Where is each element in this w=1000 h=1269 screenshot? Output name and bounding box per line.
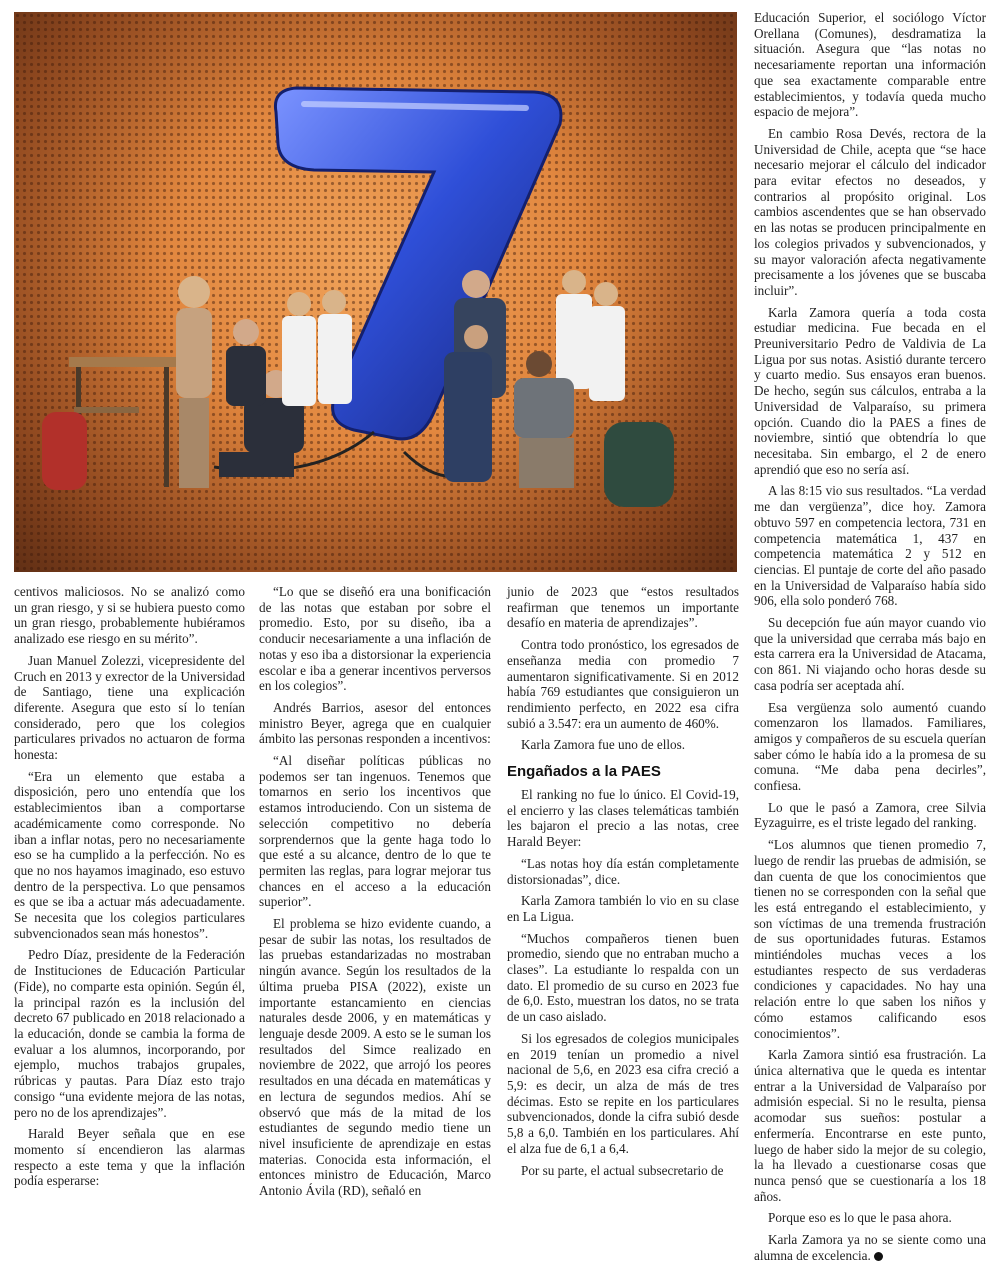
red-backpack bbox=[42, 412, 87, 490]
article-paragraph bbox=[754, 700, 986, 794]
article-paragraph bbox=[754, 483, 986, 609]
article-paragraph bbox=[259, 584, 491, 694]
article-paragraph bbox=[754, 305, 986, 478]
article-paragraph bbox=[507, 737, 739, 753]
inflatable-seven-scene bbox=[14, 12, 737, 572]
article-paragraph bbox=[14, 584, 245, 647]
article-paragraph bbox=[507, 787, 739, 850]
article-paragraph bbox=[507, 1031, 739, 1157]
article-paragraph bbox=[14, 1126, 245, 1189]
paragraph-text: Karla Zamora fue uno de ellos. bbox=[521, 737, 686, 753]
paragraph-text: Juan Manuel Zolezzi, vicepresidente del Cruch en 2013 y exrector de la Universidad de Santiago, tiene una explicación diferente. Asegura que esto sí lo tenían considerado, pero que los colegios particulares privados no actuaron de forma honesta: bbox=[14, 652, 245, 763]
paragraph-text: Pedro Díaz, presidente de la Federación de Instituciones de Educación Particular (Fide), no comparte esta opinión. Según él, la principal razón es la inclusión del decreto 67 publicado en 2018 relacionado a la educación, donde se cambia la forma de evaluar a los alumnos, incorporando, por ejemplo, muchos trabajos grupales, rúbricas y pautas. Para Díaz esto trajo consigo “una evidente mejora de las notas, pero no de los aprendizajes”. bbox=[14, 947, 245, 1120]
paragraph-text: “Lo que se diseñó era una bonificación de las notas que estaban por sobre el promedio. Esto, por su diseño, iba a conducir necesariamente a una inflación de notas y eso iba a distorsionar la experiencia escolar e iba a generar incentivos perversos en los colegios”. bbox=[259, 584, 491, 694]
article-paragraph bbox=[754, 837, 986, 1041]
article-paragraph bbox=[507, 584, 739, 631]
paragraph-text: “Era un elemento que estaba a disposición, pero uno entendía que los establecimientos iban a comportarse académicamente como corresponde. No iban a inflar notas, pero no necesariamente eso se ha cumplido a la perfección. No es que no nos hayamos imaginado, eso estuvo dentro de la perspectiva. Lo que pensamos es que se iba a actuar más adecuadamente. Se necesita que los colegios particulares subvencionados sean más honestos”. bbox=[14, 768, 245, 941]
article-paragraph bbox=[259, 700, 491, 747]
article-paragraph bbox=[14, 769, 245, 942]
article-column-3 bbox=[507, 584, 739, 1184]
students-left-figures bbox=[282, 290, 352, 406]
article-paragraph bbox=[754, 800, 986, 831]
paragraph-text: “Las notas hoy día están completamente distorsionadas”, dice. bbox=[507, 855, 739, 887]
paragraph-text: Harald Beyer señala que en ese momento sí encendieron las alarmas respecto a este tema y que la inflación podía esperarse: bbox=[14, 1126, 245, 1189]
article-paragraph bbox=[14, 653, 245, 763]
article-paragraph bbox=[754, 10, 986, 120]
paragraph-text: Karla Zamora sintió esa frustración. La única alternativa que le queda es intentar entrar a la Universidad de Valparaíso por admisión especial. Si no le resulta, piensa acomodar sus sueños: postular a enfermería. Encontrarse en este punto, luego de haber sido la mejor de su colegio, la ha llevado a cuestionarse cosas que nunca pensó que se cuestionaría a los 18 años. bbox=[754, 1047, 986, 1204]
article-paragraph bbox=[754, 1047, 986, 1204]
paragraph-text: Karla Zamora también lo vio en su clase en La Ligua. bbox=[507, 893, 739, 924]
article-paragraph bbox=[259, 916, 491, 1199]
paragraph-text: Educación Superior, el sociólogo Víctor Orellana (Comunes), desdramatiza la situación. Asegura que “las notas no necesariamente reportan una información que sea exactamente comparable entre establecimientos, y todavía queda mucho espacio de mejora”. bbox=[754, 10, 986, 120]
paragraph-text: Karla Zamora ya no se siente como una alumna de excelencia. bbox=[754, 1232, 986, 1263]
article-paragraph bbox=[754, 1210, 986, 1226]
article-paragraph bbox=[14, 947, 245, 1120]
paragraph-text: “Los alumnos que tienen promedio 7, luego de rendir las pruebas de admisión, se dan cuenta de que los conocimientos que tienen no se corresponden con la señal que les está entregando el establecimiento, y son víctimas de una tremenda frustración de sus oportunidades futuras. Estamos mintiéndoles muchas veces a los estudiantes respecto de sus verdaderas condiciones y capacidades. No hay una relación entre lo que saben los niños y cómo estamos calificando esos conocimientos”. bbox=[754, 837, 986, 1041]
paragraph-text: Por su parte, el actual subsecretario de bbox=[521, 1162, 724, 1178]
article-paragraph bbox=[754, 615, 986, 694]
paragraph-text: Karla Zamora quería a toda costa estudiar medicina. Fue becada en el Preuniversitario Pedro de Valdivia de La Ligua por sus notas. Asistió durante tercero y cuarto medio. Sus ensayos eran buenos. De hecho, según sus cálculos, entraba a la Universidad de Valparaíso, su primera opción. Cuando dio la PAES a fines de noviembre, sintió que obtendría lo que necesitaba. Sin embargo, el 2 de enero aprendió que eso no sería así. bbox=[754, 304, 986, 477]
paragraph-text: El ranking no fue lo único. El Covid-19, el encierro y las clases telemáticas también les bajaron el precio a las notas, cree Harald Beyer: bbox=[507, 787, 739, 850]
paragraph-text: Porque eso es lo que le pasa ahora. bbox=[768, 1210, 952, 1226]
paragraph-text: Andrés Barrios, asesor del entonces ministro Beyer, agrega que en cualquier ámbito las personas responden a incentivos: bbox=[259, 699, 491, 747]
paragraph-text: Esa vergüenza solo aumentó cuando comenzaron los llamados. Familiares, amigos y compañeros de su escuela querían saber cómo le había ido a la promesa de su comuna. “Me daba pena decirles”, confiesa. bbox=[754, 699, 986, 794]
paragraph-text: El problema se hizo evidente cuando, a pesar de subir las notas, los resultados de las pruebas estandarizadas no mostraban ningún avance. Según los resultados de la última prueba PISA (2022), existe un importante estancamiento en ciencias naturales desde 2006, y en matemáticas y lenguaje desde 2009. A esto se le suman los resultados del Simce realizado en noviembre de 2022, que arrojó los peores resultados en una década en matemáticas y en lectura de segundos medios. Ahí se observó que más de la mitad de los estudiantes de segundo medio tiene un nivel insuficiente de aprendizaje en estas materias. Conocida esta información, el entonces ministro de Educación, Marco Antonio Ávila (RD), señaló en bbox=[259, 916, 491, 1199]
paragraph-text: “Muchos compañeros tienen buen promedio, siendo que no entraban mucho a clases”. La estudiante lo respalda con un dato. El promedio de su curso en 2023 fue de 6,0. Esto, muestran los datos, no se trata de un caso aislado. bbox=[507, 930, 739, 1025]
article-paragraph bbox=[259, 753, 491, 910]
paragraph-text: Si los egresados de colegios municipales en 2019 tenían un promedio a nivel nacional de 5,6, en 2023 esa cifra creció a 5,9: es decir, un alza de más de tres décimas. Esto se repite en los particulares subvencionados, donde la cifra subió desde 5,8 a 6,0. También en los particulares. Ahí el alza fue de 6,1 a 6,4. bbox=[507, 1030, 739, 1156]
article-paragraph bbox=[754, 1232, 986, 1263]
green-backpack bbox=[604, 422, 674, 507]
article-paragraph bbox=[754, 126, 986, 299]
paragraph-text: “Al diseñar políticas públicas no podemos ser tan ingenuos. Tenemos que tomarnos en serio los incentivos que estamos introduciendo. Con un sistema de selección competitivo no debería sorprendernos que la gente haga todo lo que esté a su alcance, dentro de lo que te permiten las reglas, para lograr mejorar tus chances en el acceso a la educación superior”. bbox=[259, 753, 491, 910]
paragraph-text: junio de 2023 que “estos resultados reafirman que tenemos un importante desafío en materia de aprendizajes”. bbox=[507, 584, 739, 631]
paragraph-text: A las 8:15 vio sus resultados. “La verdad me dan vergüenza”, dice hoy. Zamora obtuvo 597 en competencia lectora, 731 en competencia matemática 1, 437 en competencia matemática 2 y 512 en ciencias. El puntaje de corte del año pasado en la Universidad de Valparaíso había sido 906, ella solo ponderó 768. bbox=[754, 483, 986, 609]
article-column-4 bbox=[754, 10, 986, 1269]
man-suit-figure bbox=[226, 319, 266, 406]
article-paragraph bbox=[507, 931, 739, 1025]
paragraph-text: Su decepción fue aún mayor cuando vio que la universidad que cerraba más bajo en esta carrera era la Universidad de Atacama, con 861. Ni viajando ocho horas desde su casa podría ser aceptada ahí. bbox=[754, 615, 986, 693]
article-column-2 bbox=[259, 584, 491, 1205]
end-of-article-mark bbox=[874, 1252, 883, 1261]
article-paragraph bbox=[507, 637, 739, 731]
paragraph-text: Contra todo pronóstico, los egresados de enseñanza media con promedio 7 aumentaron significativamente. Si en 2012 había 769 estudiantes que consiguieron un rendimiento perfecto, en 2022 esa cifra subió a 3.547: era un aumento de 460%. bbox=[507, 637, 739, 731]
article-paragraph bbox=[507, 893, 739, 924]
article-column-1 bbox=[14, 584, 245, 1195]
article-paragraph bbox=[507, 1163, 739, 1179]
paragraph-text: Lo que le pasó a Zamora, cree Silvia Eyzaguirre, es el triste legado del ranking. bbox=[754, 799, 986, 831]
article-paragraph bbox=[507, 856, 739, 887]
paragraph-text: En cambio Rosa Devés, rectora de la Universidad de Chile, acepta que “se hace necesario mejorar el cálculo del indicador para evitar efectos no deseados, y contrarios al propósito original. Los cambios ascendentes que se han observado en las notas se producen principalmente en los colegios privados y subvencionados, y su mayor valoración afecta negativamente precisamente a los jóvenes que se buscaba incluir”. bbox=[754, 125, 986, 298]
paragraph-text: centivos maliciosos. No se analizó como un gran riesgo, y si se hubiera puesto como un gran riesgo, probablemente hubiéramos analizado ese riesgo en su mérito”. bbox=[14, 584, 245, 647]
teacher-figure bbox=[176, 276, 212, 488]
article-illustration bbox=[14, 12, 737, 572]
section-heading: Engañados a la PAES bbox=[507, 763, 661, 781]
